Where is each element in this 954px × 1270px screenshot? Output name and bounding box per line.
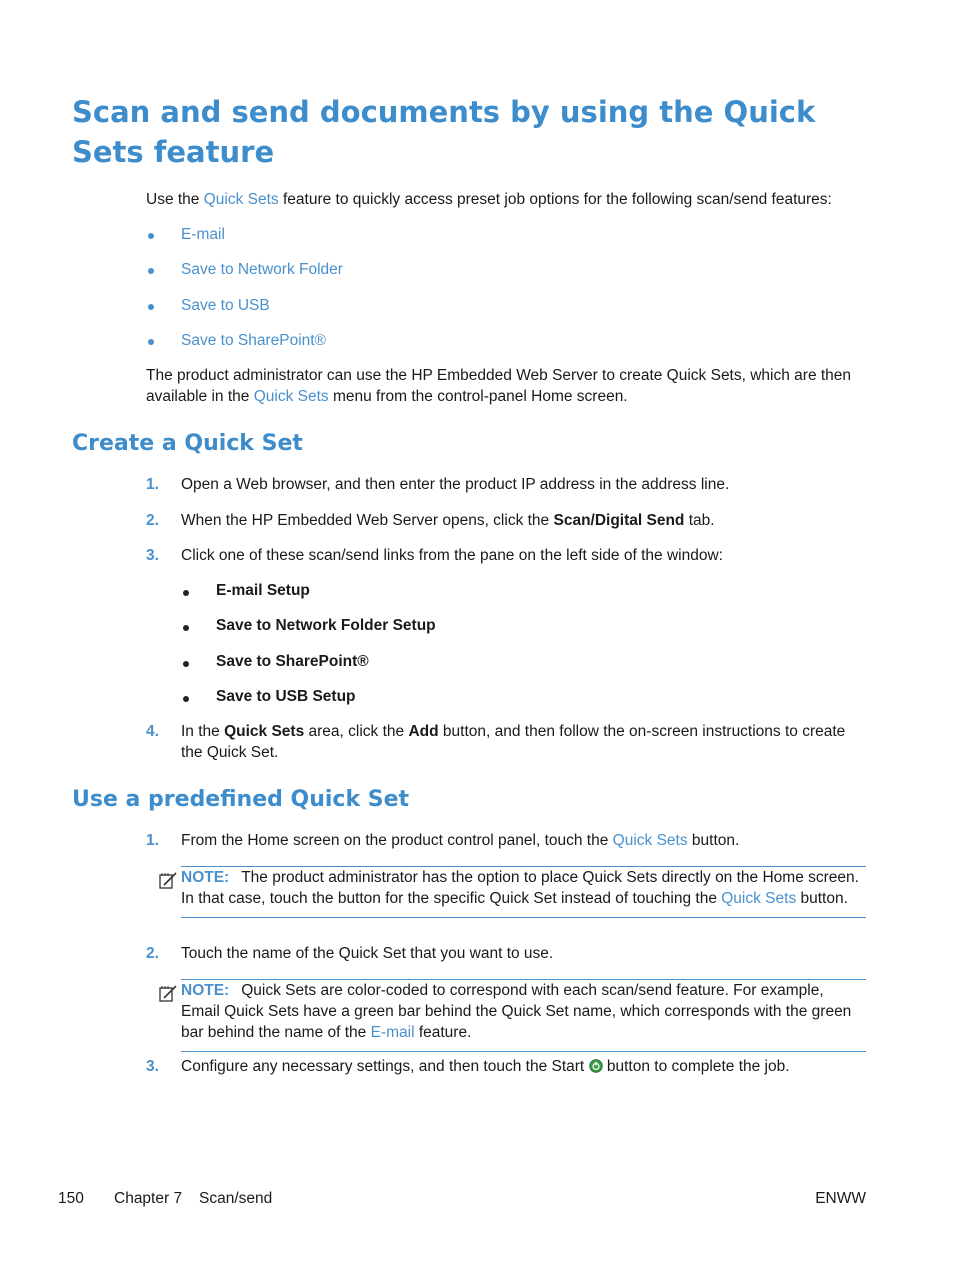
bullet-icon <box>183 661 189 667</box>
admin-text-before: The product administrator can use the HP Embedded Web Server to create Quick Sets, which are then available in the <box>146 367 852 405</box>
bullet-icon <box>148 233 154 239</box>
feature-email-link[interactable]: E-mail <box>181 226 225 243</box>
step-number: 1. <box>146 832 159 849</box>
note-box <box>181 979 866 1052</box>
intro-paragraph <box>146 189 866 210</box>
bullet-icon <box>183 696 189 702</box>
add-label: Add <box>408 723 439 740</box>
step-text-part: button to complete the job. <box>602 1058 790 1075</box>
note-text: The product administrator has the option to place Quick Sets directly on the Home screen. In that case, touch the button for the specific Quick Set instead of touching the <box>181 869 859 907</box>
feature-usb-link[interactable]: Save to USB <box>181 297 270 314</box>
step-text-part: tab. <box>684 512 715 529</box>
step-text-part: In the <box>181 723 225 740</box>
quick-sets-label: Quick Sets <box>224 723 305 740</box>
step-text-part: area, click the <box>304 723 409 740</box>
email-setup-label: E-mail Setup <box>216 582 310 599</box>
step-number: 4. <box>146 723 159 740</box>
admin-paragraph <box>146 365 866 407</box>
quick-sets-link[interactable]: Quick Sets <box>203 191 279 208</box>
usb-setup-label: Save to USB Setup <box>216 688 356 705</box>
page-title: Scan and send documents by using the Quick Sets feature <box>72 95 816 169</box>
intro-text-before: Use the <box>146 191 204 208</box>
note-label: NOTE: <box>181 982 230 999</box>
intro-text-after: feature to quickly access preset job options for the following scan/send features: <box>278 191 832 208</box>
note-text: button. <box>796 890 848 907</box>
bullet-icon <box>148 268 154 274</box>
step-text-part: From the Home screen on the product control panel, touch the <box>181 832 613 849</box>
bullet-icon <box>148 339 154 345</box>
section-heading-use: Use a predefined Quick Set <box>72 787 410 812</box>
quick-sets-link[interactable]: Quick Sets <box>721 890 797 907</box>
section-heading-create: Create a Quick Set <box>72 431 303 456</box>
note-text: Quick Sets are color-coded to correspond with each scan/send feature. For example, Email Quick Sets have a green bar behind the Quick Set name, which corresponds with the green bar behind the name of the <box>181 982 852 1041</box>
step-text: Click one of these scan/send links from the pane on the left side of the window: <box>181 547 723 564</box>
step-text-part: button, and then follow the on-screen instructions to create the Quick Set. <box>181 723 846 761</box>
bullet-icon <box>183 625 189 631</box>
step-number: 2. <box>146 512 159 529</box>
step-text-part: button. <box>687 832 740 849</box>
footer-section: Scan/send <box>199 1190 273 1207</box>
step-text: Open a Web browser, and then enter the product IP address in the address line. <box>181 476 730 493</box>
feature-network-folder-link[interactable]: Save to Network Folder <box>181 261 343 278</box>
step-text-part: When the HP Embedded Web Server opens, click the <box>181 512 554 529</box>
sharepoint-setup-label: Save to SharePoint® <box>216 653 369 670</box>
admin-text-after: menu from the control-panel Home screen. <box>328 388 628 405</box>
footer-page-number: 150 <box>58 1190 84 1207</box>
step-text <box>181 721 871 763</box>
note-text: feature. <box>414 1024 472 1041</box>
note-label: NOTE: <box>181 869 230 886</box>
step-number: 3. <box>146 547 159 564</box>
email-link[interactable]: E-mail <box>370 1024 415 1041</box>
step-text <box>181 830 871 851</box>
step-number: 2. <box>146 945 159 962</box>
quick-sets-link[interactable]: Quick Sets <box>253 388 329 405</box>
scan-digital-send-label: Scan/Digital Send <box>553 512 685 529</box>
step-number: 3. <box>146 1058 159 1075</box>
network-folder-setup-label: Save to Network Folder Setup <box>216 617 436 634</box>
note-box <box>181 866 866 918</box>
step-text <box>181 1056 871 1077</box>
step-number: 1. <box>146 476 159 493</box>
quick-sets-link[interactable]: Quick Sets <box>612 832 688 849</box>
step-text <box>181 510 871 531</box>
footer-enww: ENWW <box>815 1190 866 1207</box>
feature-sharepoint-link[interactable]: Save to SharePoint® <box>181 332 326 349</box>
start-icon <box>589 1059 603 1073</box>
note-icon <box>158 983 178 1003</box>
step-text: Touch the name of the Quick Set that you want to use. <box>181 945 554 962</box>
bullet-icon <box>148 304 154 310</box>
bullet-icon <box>183 590 189 596</box>
footer-chapter: Chapter 7 <box>114 1190 183 1207</box>
step-text-part: Configure any necessary settings, and then touch the Start <box>181 1058 589 1075</box>
note-icon <box>158 870 178 890</box>
